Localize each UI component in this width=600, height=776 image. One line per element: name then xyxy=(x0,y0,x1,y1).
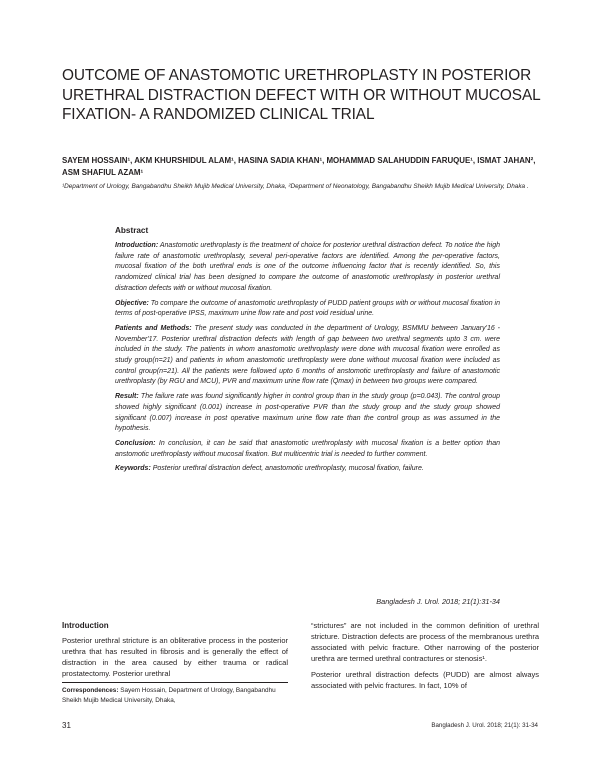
abstract-objective-text: To compare the outcome of anastomotic urethroplasty of PUDD patient groups with or without mucosal fixation in terms of post-operative IPSS, maximum urine flow rate and post void residual urine. xyxy=(115,299,500,318)
correspondence-label: Correspondences: xyxy=(62,687,119,694)
introduction-heading: Introduction xyxy=(62,621,109,630)
abstract-result xyxy=(115,392,500,435)
abstract-methods-label: Patients and Methods: xyxy=(115,324,192,332)
article-title: OUTCOME OF ANASTOMOTIC URETHROPLASTY IN POSTERIOR URETHRAL DISTRACTION DEFECT WITH OR WITHOUT MUCOSAL FIXATION- A RANDOMIZED CLINICAL TRIAL xyxy=(62,67,541,123)
footnote-divider xyxy=(62,682,288,683)
journal-citation: Bangladesh J. Urol. 2018; 21(1):31-34 xyxy=(376,597,500,606)
author-list: SAYEM HOSSAIN¹, AKM KHURSHIDUL ALAM¹, HASINA SADIA KHAN¹, MOHAMMAD SALAHUDDIN FARUQUE¹, ISMAT JAHAN², ASM SHAFIUL AZAM¹ xyxy=(62,156,536,178)
right-paragraph-1: “strictures” are not included in the common definition of urethral stricture. Distraction defects are process of the membranous urethra associated with pelvic fracture. Other narrowing of the posterior urethra are termed urethral contractures or stenosis¹. xyxy=(311,621,539,664)
correspondence-note xyxy=(62,686,288,706)
introduction-text: Posterior urethral stricture is an obliterative process in the posterior urethra that has resulted in fibrosis and is generally the effect of distraction in the area caused by either trauma or radical prostatectomy. Posterior urethral xyxy=(62,636,288,679)
abstract-conclusion xyxy=(115,439,500,460)
abstract-heading: Abstract xyxy=(115,226,149,235)
abstract-keywords-text: Posterior urethral distraction defect, anastomotic urethroplasty, mucosal fixation, failure. xyxy=(150,465,424,473)
affiliations: ¹Department of Urology, Bangabandhu Sheikh Mujib Medical University, Dhaka, ²Department of Neonatology, Bangabandhu Sheikh Mujib Medical University, Dhaka . xyxy=(62,183,529,190)
abstract-result-text: The failure rate was found significantly higher in control group than in the study group (p=0.043). The control group showed highly significant (0.001) increase in post-operative PVR than the study group and the study group showed significant (0.007) increase in post operative maximum urine flow rate than the control group as was assumed in the hypothesis. xyxy=(115,393,500,433)
correspondence-text: Sayem Hossain, Department of Urology, Bangabandhu Sheikh Mujib Medical University, Dhaka, xyxy=(62,687,276,705)
abstract-introduction xyxy=(115,241,500,295)
running-footer: Bangladesh J. Urol. 2018; 21(1): 31-34 xyxy=(431,722,538,729)
page-number: 31 xyxy=(62,721,71,730)
abstract-keywords-label: Keywords: xyxy=(115,465,151,473)
abstract-objective xyxy=(115,299,500,320)
right-column xyxy=(311,620,539,697)
abstract-result-label: Result: xyxy=(115,393,139,401)
abstract-body xyxy=(115,241,500,479)
right-paragraph-2: Posterior urethral distraction defects (PUDD) are almost always associated with pelvic fractures. In fact, 10% of xyxy=(311,670,539,691)
abstract-conclusion-label: Conclusion: xyxy=(115,439,156,447)
abstract-introduction-label: Introduction: xyxy=(115,242,159,249)
abstract-methods xyxy=(115,324,500,388)
abstract-introduction-text: Anastomotic urethroplasty is the treatment of choice for posterior urethral distraction defect. To notice the high failure rate of anastomotic urethroplasty, several peri-operative factors are identified. Among the per-operative factors, mucosal fixation of the both urethral ends is one of the outcome influencing factor that is recently identified. So, this randomized clinical trial has been designed to compare the outcome of anastomotic urethroplasty in posterior urethral distraction defects with or without mucosal fixation. xyxy=(115,242,500,292)
abstract-keywords xyxy=(115,464,500,475)
abstract-conclusion-text: In conclusion, it can be said that anastomotic urethroplasty with mucosal fixation is a better option than anstomotic urethroplasty without mucosal fixation. But multicentric trial is needed to further comment. xyxy=(115,439,500,458)
left-column xyxy=(62,620,288,679)
abstract-methods-text: The present study was conducted in the department of Urology, BSMMU between January'16 - November'17. Posterior urethral distraction defects with length of gap between two urethral segments upto 3 cm. were included in the study. The patients in whom anastomotic urethroplasty were done with mucosal fixation were enrolled as study group(n=21) and patients in whom anastomotic urethroplasty were done without mucosal fixation were included as control group(n=21). All the patients were followed upto 6 months of anstomotic urethroplasty and failure of anastomotic urethroplasty (by RGU and MCU), PVR and maximum urine flow rate (Qmax) in between two groups were compared. xyxy=(115,324,500,386)
abstract-objective-label: Objective: xyxy=(115,299,149,307)
